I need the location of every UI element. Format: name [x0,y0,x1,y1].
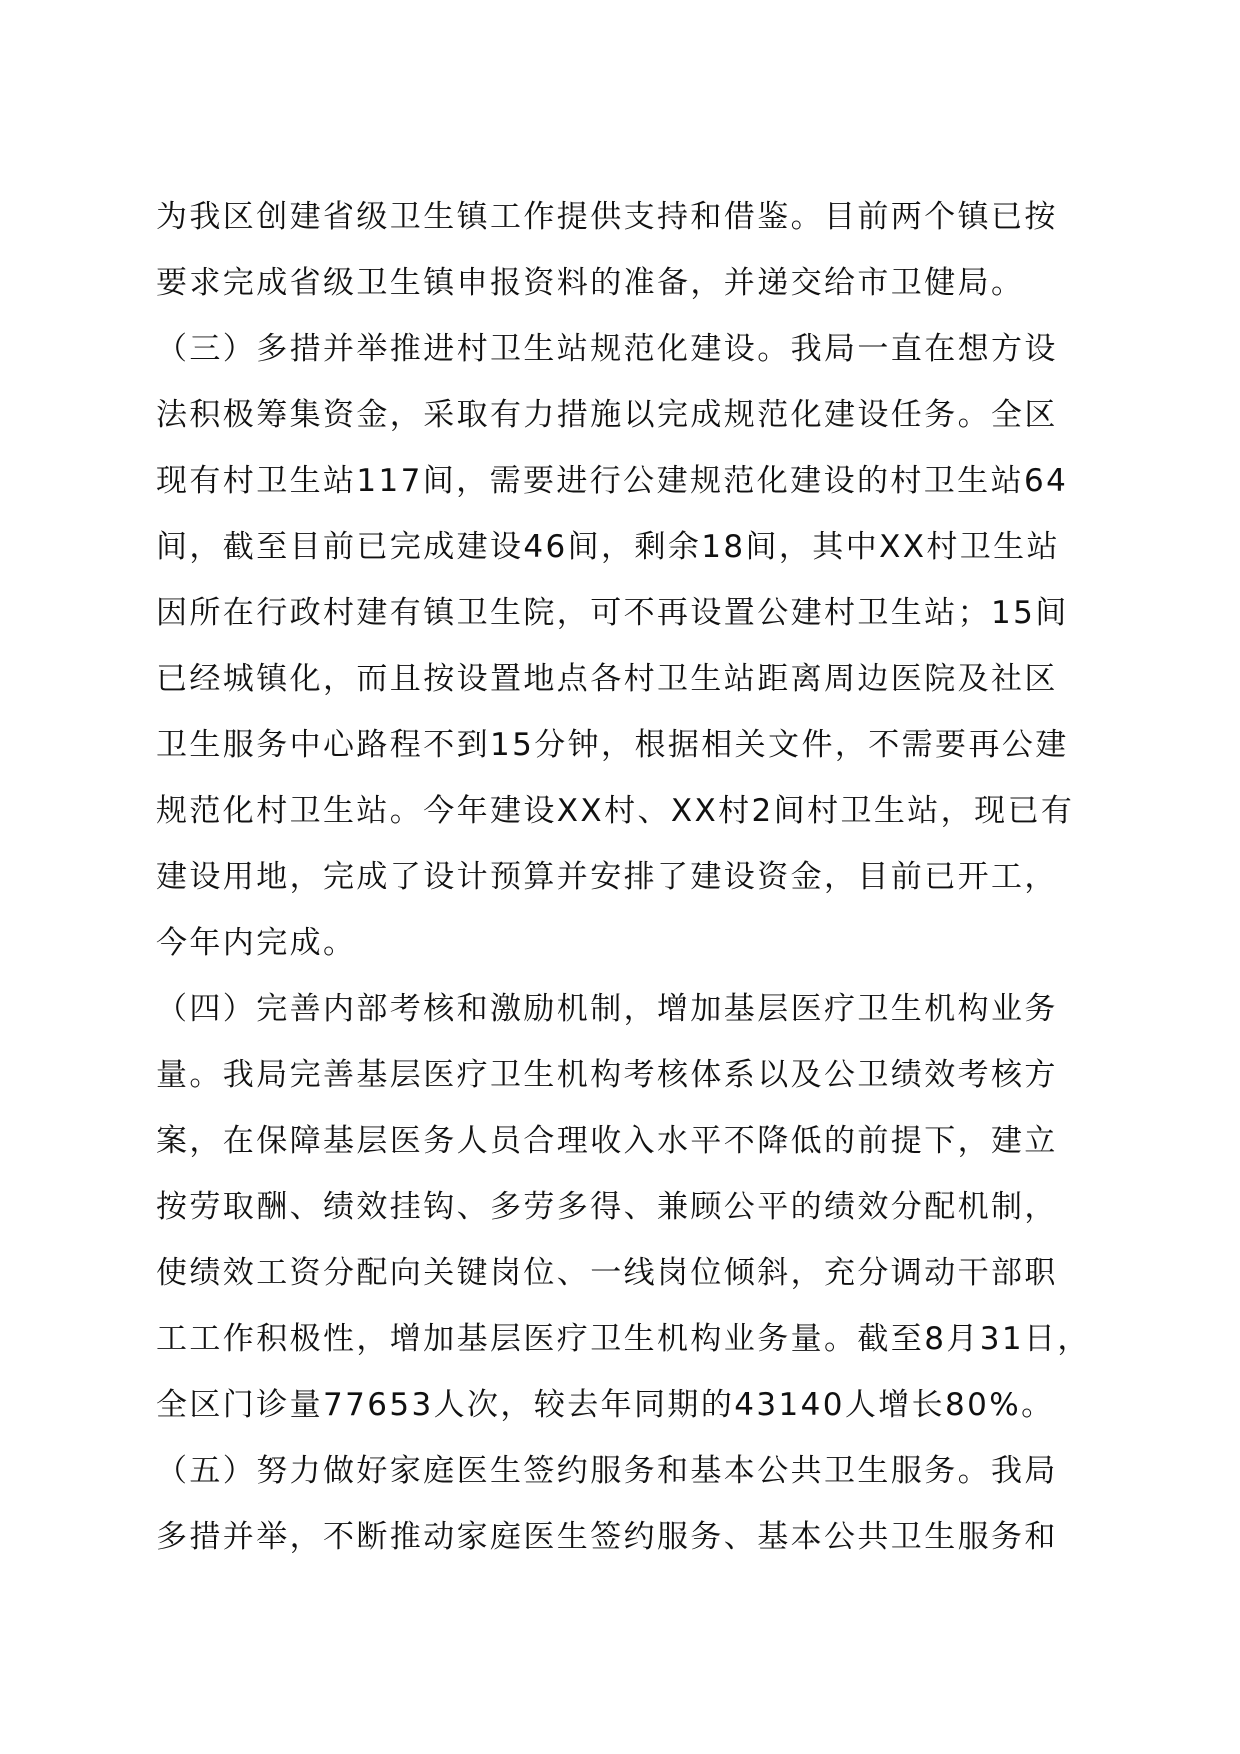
section-heading-line: （四）完善内部考核和激励机制，增加基层医疗卫生机构业务 [156,991,1058,1027]
text-line: 现有村卫生站117间，需要进行公建规范化建设的村卫生站64 [156,463,1069,499]
text-line: 多措并举，不断推动家庭医生签约服务、基本公共卫生服务和 [156,1519,1058,1555]
text-line: 间，截至目前已完成建设46间，剩余18间，其中XX村卫生站 [156,529,1060,565]
document-body [156,184,1091,1570]
section-heading-line: （三）多措并举推进村卫生站规范化建设。我局一直在想方设 [156,331,1058,367]
text-line: 建设用地，完成了设计预算并安排了建设资金，目前已开工， [156,859,1058,895]
text-line: 案，在保障基层医务人员合理收入水平不降低的前提下，建立 [156,1123,1058,1159]
text-line: 为我区创建省级卫生镇工作提供支持和借鉴。目前两个镇已按 [156,199,1058,235]
text-line: 使绩效工资分配向关键岗位、一线岗位倾斜，充分调动干部职 [156,1255,1058,1291]
section-heading-line: （五）努力做好家庭医生签约服务和基本公共卫生服务。我局 [156,1453,1058,1489]
text-line: 因所在行政村建有镇卫生院，可不再设置公建村卫生站；15间 [156,595,1069,631]
text-line: 按劳取酬、绩效挂钩、多劳多得、兼顾公平的绩效分配机制， [156,1189,1058,1225]
text-line: 工工作积极性，增加基层医疗卫生机构业务量。截至8月31日， [156,1321,1091,1357]
text-line: 规范化村卫生站。今年建设XX村、XX村2间村卫生站，现已有 [156,793,1075,829]
text-line: 今年内完成。 [156,925,357,961]
text-line: 法积极筹集资金，采取有力措施以完成规范化建设任务。全区 [156,397,1058,433]
text-line: 卫生服务中心路程不到15分钟，根据相关文件，不需要再公建 [156,727,1069,763]
text-line: 要求完成省级卫生镇申报资料的准备，并递交给市卫健局。 [156,265,1025,301]
text-line: 量。我局完善基层医疗卫生机构考核体系以及公卫绩效考核方 [156,1057,1058,1093]
text-line: 全区门诊量77653人次，较去年同期的43140人增长80%。 [156,1387,1055,1423]
text-line: 已经城镇化，而且按设置地点各村卫生站距离周边医院及社区 [156,661,1058,697]
